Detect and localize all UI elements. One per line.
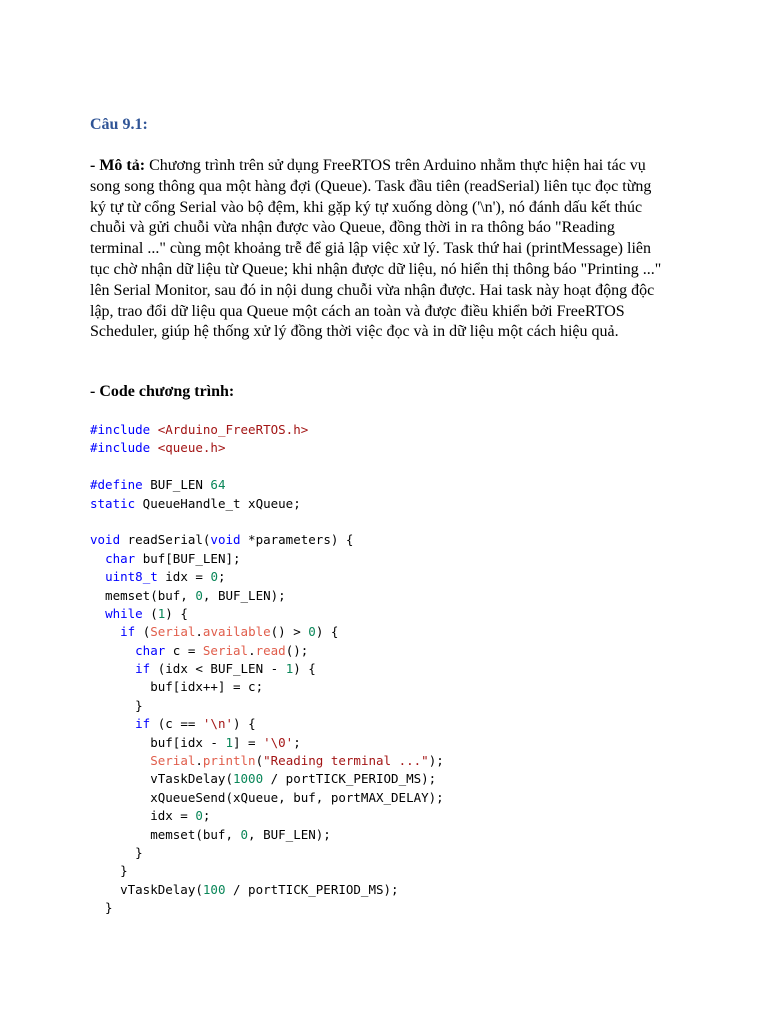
code-token: println [202, 753, 256, 769]
code-token: ( [135, 624, 151, 640]
code-token: ( [255, 753, 264, 769]
code-token: / portTICK_PERIOD_MS); [263, 771, 437, 787]
code-token: ); [428, 753, 444, 769]
code-token: (c == [150, 716, 203, 732]
code-line [90, 513, 444, 531]
code-token: static [90, 495, 136, 511]
code-token: vTaskDelay( [90, 881, 203, 897]
code-token: . [195, 624, 203, 640]
code-token: 100 [202, 881, 226, 897]
code-line [90, 439, 444, 457]
code-token: / portTICK_PERIOD_MS); [225, 881, 399, 897]
code-token: 64 [210, 477, 226, 493]
code-token: memset(buf, [90, 826, 241, 842]
code-token: xQueueSend(xQueue, buf, portMAX_DELAY); [90, 789, 444, 805]
code-token: ] = [233, 734, 264, 750]
code-token: ( [142, 605, 158, 621]
code-line [90, 899, 444, 917]
code-token: buf[BUF_LEN]; [135, 550, 241, 566]
code-token: 0 [240, 826, 249, 842]
code-token: #include [90, 422, 158, 437]
code-line [90, 862, 444, 880]
code-token: Serial [150, 753, 196, 769]
code-token [90, 753, 150, 768]
code-block [90, 421, 444, 918]
code-token: vTaskDelay( [90, 771, 233, 787]
code-token: void [210, 532, 241, 548]
code-token: <queue.h> [157, 440, 226, 456]
code-line [90, 550, 444, 568]
code-token: char [105, 550, 136, 566]
code-token: "Reading terminal ..." [263, 753, 429, 769]
code-token: #include [90, 440, 158, 456]
code-token: 0 [195, 808, 203, 824]
code-token [90, 606, 105, 621]
code-token: 0 [195, 587, 203, 603]
code-line [90, 660, 444, 678]
code-token: QueueHandle_t xQueue; [135, 495, 301, 511]
code-token: } [90, 697, 143, 713]
code-token: ; [217, 569, 226, 585]
description-paragraph [90, 156, 670, 343]
code-token: 0 [210, 569, 218, 585]
code-token: . [195, 753, 203, 769]
code-line [90, 715, 444, 733]
code-token: . [248, 642, 256, 658]
code-line [90, 587, 444, 605]
code-line [90, 642, 444, 660]
code-token: ) { [293, 661, 316, 677]
code-token [90, 643, 135, 658]
code-token: <Arduino_FreeRTOS.h> [157, 422, 309, 437]
code-token: buf[idx++] = c; [90, 679, 264, 695]
code-token: idx = [90, 808, 196, 824]
code-token: () > [270, 624, 309, 640]
code-token: Serial [202, 642, 249, 658]
code-line [90, 789, 444, 807]
code-line [90, 458, 444, 476]
code-line [90, 844, 444, 862]
code-token: BUF_LEN [142, 477, 211, 493]
code-token: (); [285, 642, 309, 658]
code-token: Serial [150, 624, 196, 640]
code-line [90, 826, 444, 844]
code-token: } [90, 844, 143, 860]
code-token: } [90, 863, 128, 879]
code-line [90, 770, 444, 788]
code-line [90, 531, 444, 549]
code-token [90, 569, 105, 584]
code-token: c = [165, 642, 203, 658]
code-token: read [255, 642, 286, 658]
code-token: if [135, 716, 151, 732]
code-heading: - Code chương trình: [90, 383, 235, 400]
code-line [90, 678, 444, 696]
code-token [90, 551, 105, 566]
code-line [90, 734, 444, 752]
code-token: 1 [225, 734, 233, 750]
code-token: , BUF_LEN); [202, 587, 286, 603]
code-token: ) { [165, 605, 188, 621]
code-token: memset(buf, [90, 587, 196, 603]
code-line [90, 476, 444, 494]
description-label: - Mô tả: [90, 157, 146, 174]
code-token: available [202, 624, 271, 640]
code-token: uint8_t [105, 569, 158, 585]
code-token: 1 [285, 661, 294, 677]
code-line [90, 568, 444, 586]
code-token: '\0' [263, 734, 294, 750]
code-token: buf[idx - [90, 734, 226, 750]
code-token: ; [293, 734, 301, 750]
code-token: readSerial( [120, 532, 211, 548]
code-token: '\n' [202, 716, 234, 732]
code-token: void [90, 532, 121, 548]
code-token: } [90, 900, 113, 916]
code-line [90, 807, 444, 825]
code-line [90, 605, 444, 623]
code-line [90, 421, 444, 439]
code-token: #define [90, 477, 143, 493]
code-token: *parameters) { [240, 532, 354, 548]
code-token: ) { [233, 716, 256, 732]
code-token: ; [202, 808, 211, 824]
description-text: Chương trình trên sử dụng FreeRTOS trên Arduino nhằm thực hiện hai tác vụ song song thông qua một hàng đợi (Queue). Task đầu tiên (readSerial) liên tục đọc từng ký tự từ cổng Serial vào bộ đệm, khi gặp ký tự xuống dòng ('\n'), nó đánh dấu kết thúc chuỗi và gửi chuỗi vừa nhận được vào Queue, đồng thời in ra thông báo "Reading terminal ..." cùng một khoảng trễ để giả lập việc xử lý. Task thứ hai (printMessage) liên tục chờ nhận dữ liệu từ Queue; khi nhận được dữ liệu, nó hiển thị thông báo "Printing ..." lên Serial Monitor, sau đó in nội dung chuỗi vừa nhận được. Hai task này hoạt động độc lập, trao đổi dữ liệu qua Queue một cách an toàn và được điều khiển bởi FreeRTOS Scheduler, giúp hệ thống xử lý đồng thời việc đọc và in dữ liệu một cách hiệu quả. [90, 157, 662, 341]
code-token: ) { [315, 624, 339, 640]
code-token: 1000 [233, 771, 264, 787]
code-token [90, 716, 135, 731]
code-token: if [135, 661, 151, 677]
code-line [90, 752, 444, 770]
code-token: 1 [157, 605, 166, 621]
question-heading: Câu 9.1: [90, 116, 148, 133]
code-token: while [105, 605, 143, 621]
code-token: (idx < BUF_LEN - [150, 661, 286, 677]
code-line [90, 623, 444, 641]
code-token: char [135, 642, 166, 658]
code-token: , BUF_LEN); [248, 826, 331, 842]
code-line [90, 495, 444, 513]
code-token: idx = [157, 569, 211, 585]
code-token: 0 [308, 624, 316, 640]
code-line [90, 881, 444, 899]
code-line [90, 697, 444, 715]
code-token: if [120, 624, 136, 640]
code-token [90, 624, 120, 639]
code-token [90, 661, 135, 676]
